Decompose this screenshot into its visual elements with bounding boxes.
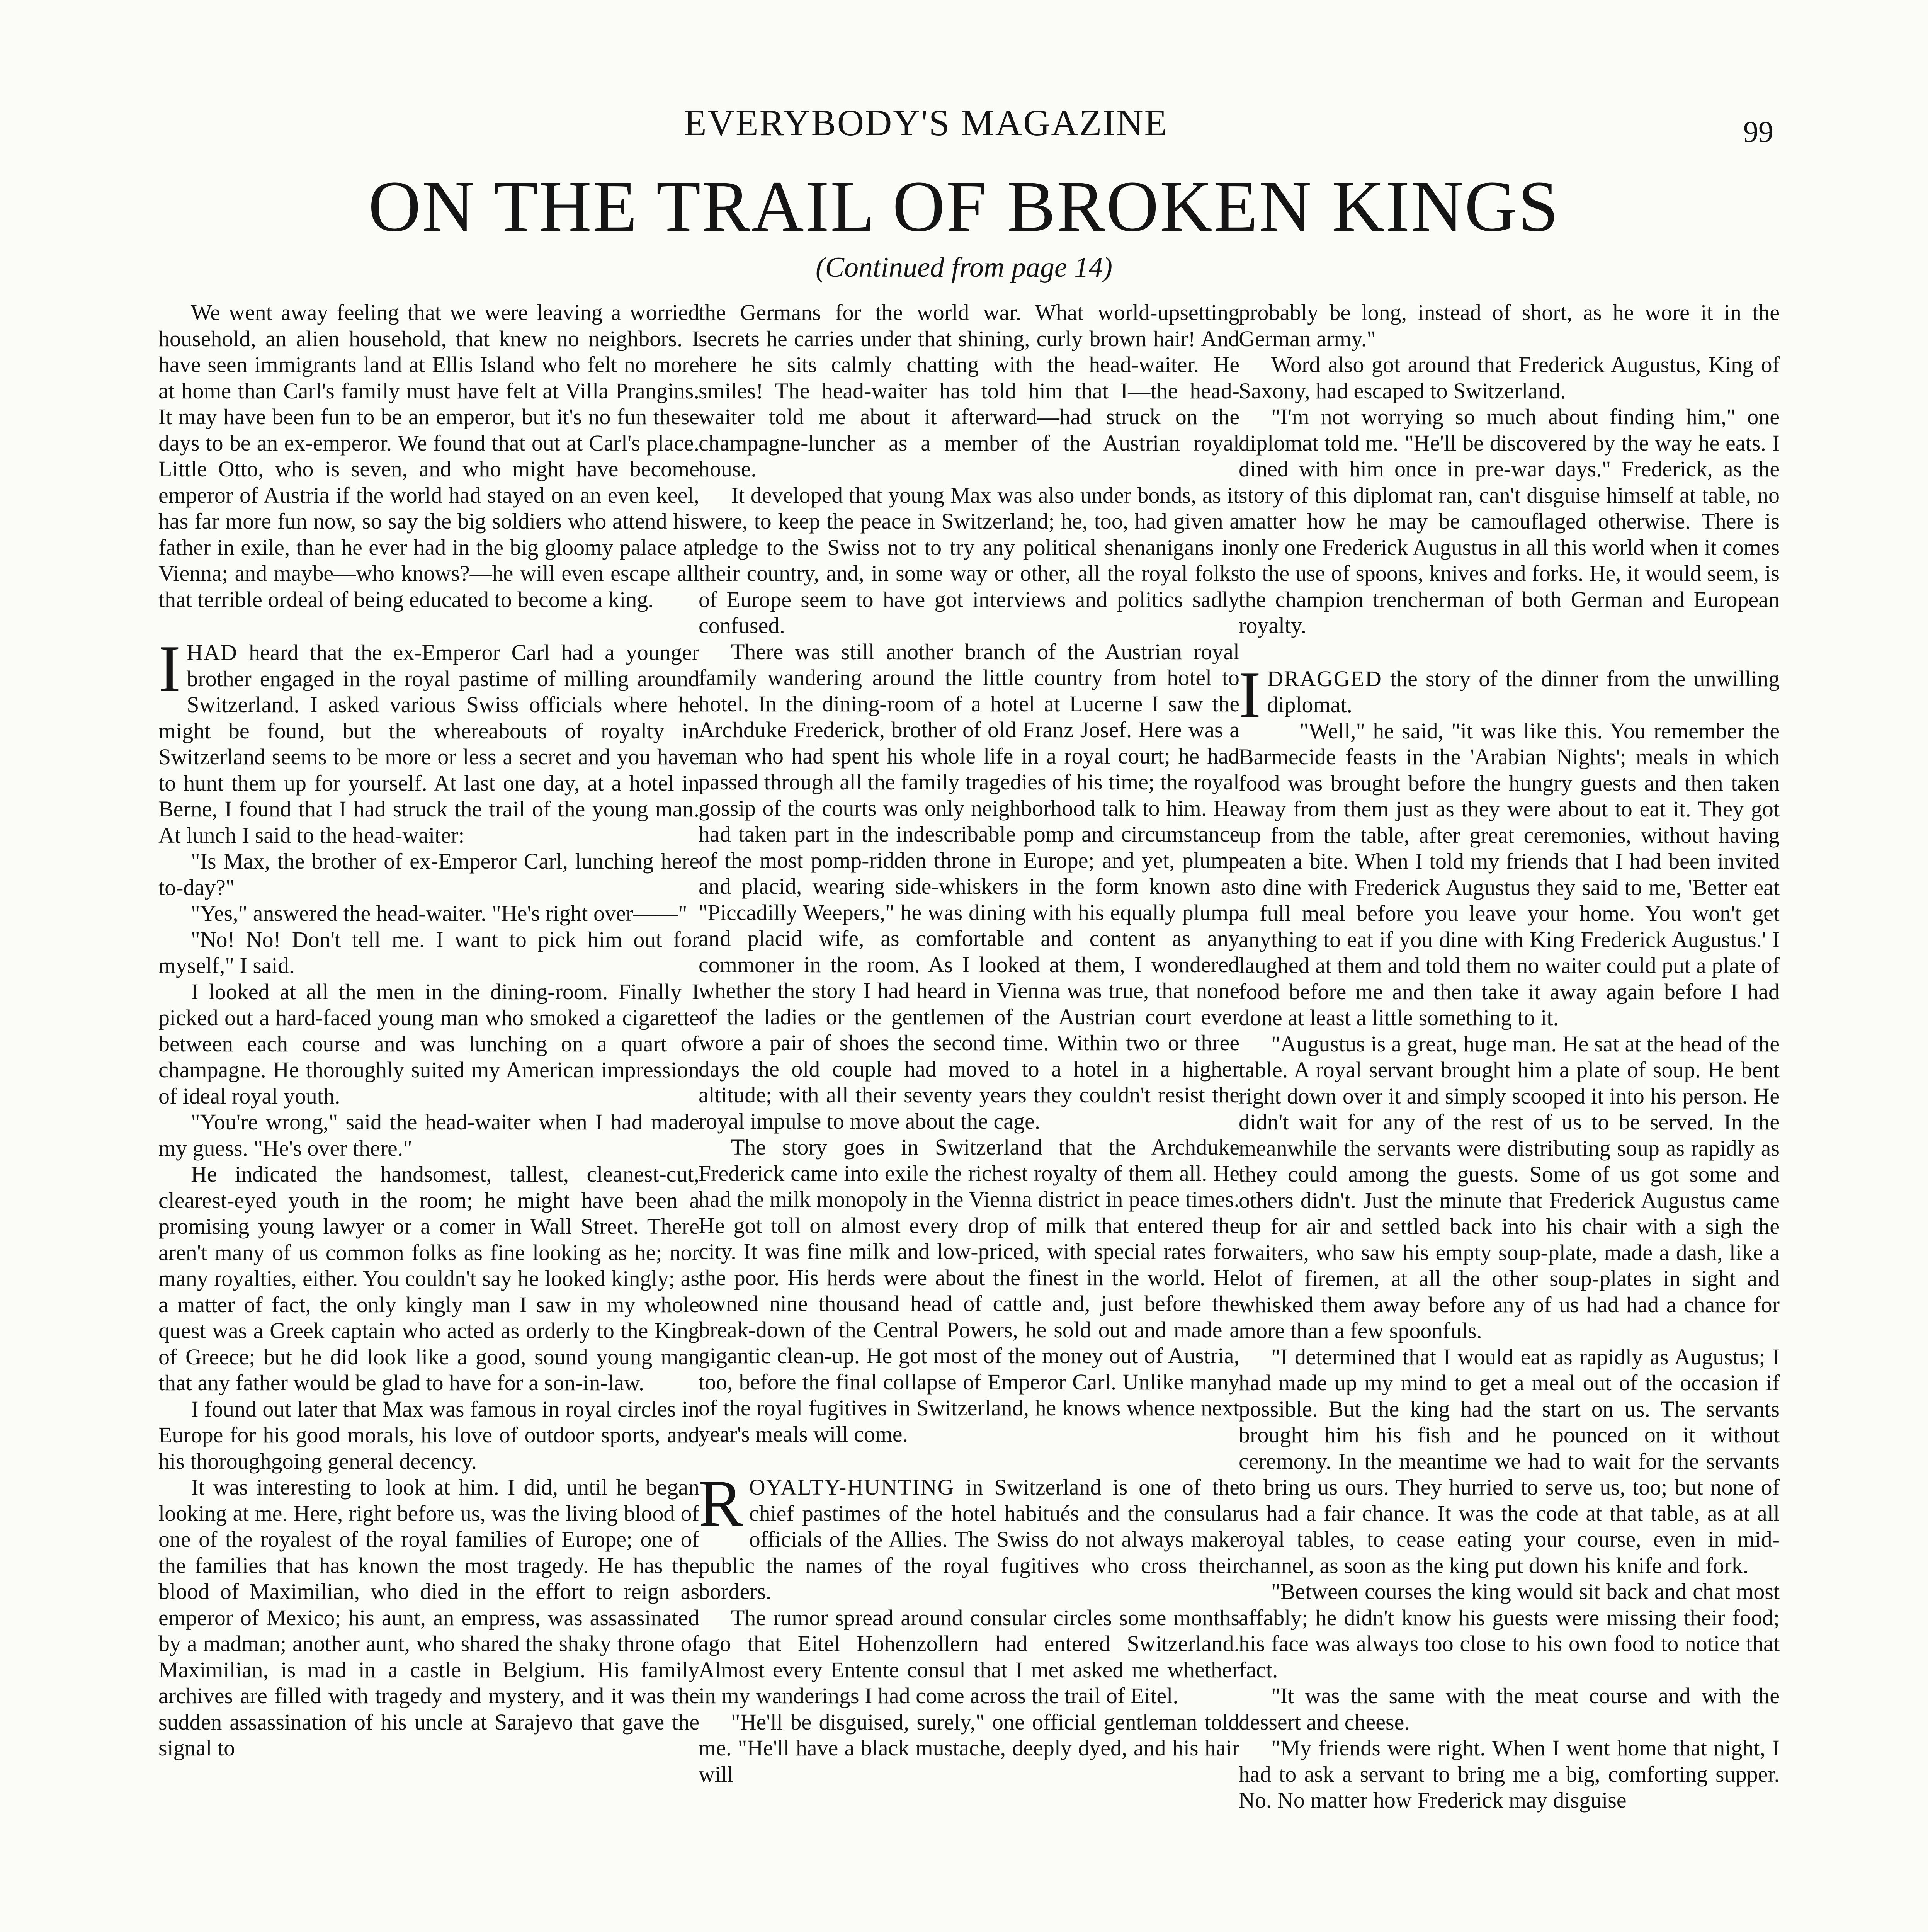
paragraph: "My friends were right. When I went home that night, I had to ask a servant to bring me a big, comforting supper. No. No matter how Frederick may disguise xyxy=(1239,1735,1780,1813)
section-opening-paragraph xyxy=(158,632,699,848)
paragraph: The rumor spread around consular circles some months ago that Eitel Hohenzollern had entered Switzerland. Almost every Entente consul that I met asked me whether in my wanderings I had come across the trail of Eitel. xyxy=(699,1605,1239,1708)
continued-note: (Continued from page 14) xyxy=(815,252,1112,283)
lead-in: DRAGGED xyxy=(1267,666,1382,691)
paragraph-text: heard that the ex-Emperor Carl had a younger brother engaged in the royal pastime of milling around Switzerland. I asked various Swiss officials where he might be found, but the whereabouts of royalty in Switzerland seems to be more or less a secret and you have to hunt them up for yourself. At last one day, at a hotel in Berne, I found that I had struck the trail of the young man. At lunch I said to the head-waiter: xyxy=(158,640,699,848)
text-column-1 xyxy=(158,299,699,1761)
page-number: 99 xyxy=(1743,115,1773,148)
paragraph: I looked at all the men in the dining-room. Finally I picked out a hard-faced young man who smoked a cigarette between each course and was lunching on a quart of champagne. He thoroughly suited my American impression of ideal royal youth. xyxy=(158,979,699,1109)
paragraph: "No! No! Don't tell me. I want to pick him out for myself," I said. xyxy=(158,927,699,978)
paragraph: He indicated the handsomest, tallest, cleanest-cut, clearest-eyed youth in the room; he might have been a promising young lawyer or a comer in Wall Street. There aren't many of us common folks as fine looking as he; nor many royalties, either. You couldn't say he looked kingly; as a matter of fact, the only kingly man I saw in my whole quest was a Greek captain who acted as orderly to the King of Greece; but he did look like a good, sound young man that any father would be glad to have for a son-in-law. xyxy=(158,1162,699,1395)
lead-in: OYALTY-HUNTING xyxy=(749,1475,955,1500)
lead-in: HAD xyxy=(187,640,238,665)
paragraph: "Between courses the king would sit back and chat most affably; he didn't know his guests were missing their food; his face was always too close to his own food to notice that fact. xyxy=(1239,1579,1780,1682)
paragraph: "I determined that I would eat as rapidly as Augustus; I had made up my mind to get a meal out of the occasion if possible. But the king had the start on us. The servants brought him his fish and he pounced on it without ceremony. In the meantime we had to wait for the servants to bring us ours. They hurried to serve us, too; but none of us had a fair chance. It was the code at that table, as at all royal tables, to cease eating your course, even in mid-channel, as soon as the king put down his knife and fork. xyxy=(1239,1344,1780,1578)
paragraph: probably be long, instead of short, as he wore it in the German army." xyxy=(1239,300,1780,351)
paragraph: the Germans for the world war. What world-upsetting secrets he carries under that shining, curly brown hair! And here he sits calmly chatting with the head-waiter. He smiles! The head-waiter has told him that I—the head-waiter told me about it afterward—had struck on the champagne-luncher as a member of the Austrian royal house. xyxy=(699,300,1239,481)
section-opening-paragraph xyxy=(1239,658,1780,732)
paragraph: The story goes in Switzerland that the Archduke Frederick came into exile the richest royalty of them all. He had the milk monopoly in the Vienna district in peace times. He got toll on almost every drop of milk that entered the city. It was fine milk and low-priced, with special rates for the poor. His herds were about the finest in the world. He owned nine thousand head of cattle and, just before the break-down of the Central Powers, he sold out and made a gigantic clean-up. He got most of the money out of Austria, too, before the final collapse of Emperor Carl. Unlike many of the royal fugitives in Switzerland, he knows whence next year's meals will come. xyxy=(699,1134,1239,1447)
drop-cap: I xyxy=(158,632,181,706)
paragraph: "You're wrong," said the head-waiter when I had made my guess. "He's over there." xyxy=(158,1109,699,1161)
paragraph: Word also got around that Frederick Augustus, King of Saxony, had escaped to Switzerland. xyxy=(1239,352,1780,403)
paragraph: "Is Max, the brother of ex-Emperor Carl, lunching here to-day?" xyxy=(158,849,699,900)
drop-cap: I xyxy=(1239,658,1261,732)
magazine-masthead: EVERYBODY'S MAGAZINE xyxy=(684,102,1168,143)
paragraph-text: the story of the dinner from the unwilling diplomat. xyxy=(1267,666,1780,717)
paragraph: "Augustus is a great, huge man. He sat at the head of the table. A royal servant brought him a plate of soup. He bent right down over it and simply scooped it into his person. He didn't wait for any of the rest of us to be served. In the meanwhile the servants were distributing soup as rapidly as they could among the guests. Some of us got some and others didn't. Just the minute that Frederick Augustus came up for air and settled back into his chair with a sigh the waiters, who saw his empty soup-plate, made a dash, like a lot of firemen, at all the other soup-plates in sight and whisked them away before any of us had had a chance for more than a few spoonfuls. xyxy=(1239,1031,1780,1343)
text-column-3 xyxy=(1239,299,1780,1813)
section-opening-paragraph xyxy=(699,1467,1239,1605)
paragraph: It was interesting to look at him. I did, until he began looking at me. Here, right before us, was the living blood of one of the royalest of the royal families of Europe; one of the families that has known the most tragedy. He has the blood of Maximilian, who died in the effort to reign as emperor of Mexico; his aunt, an empress, was assassinated by a madman; another aunt, who shared the shaky throne of Maximilian, is mad in a castle in Belgium. His family archives are filled with tragedy and mystery, and it was the sudden assassination of his uncle at Sarajevo that gave the signal to xyxy=(158,1475,699,1760)
drop-cap: R xyxy=(699,1467,743,1540)
paragraph: It developed that young Max was also under bonds, as it were, to keep the peace in Switzerland; he, too, had given a pledge to the Swiss not to try any political shenanigans in their country, and, in some way or other, all the royal folks of Europe seem to have got interviews and politics sadly confused. xyxy=(699,482,1239,638)
text-column-2 xyxy=(699,299,1239,1787)
paragraph: We went away feeling that we were leaving a worried household, an alien household, that knew no neighbors. I have seen immigrants land at Ellis Island who felt no more at home than Carl's family must have felt at Villa Prangins. It may have been fun to be an emperor, but it's no fun these days to be an ex-emperor. We found that out at Carl's place. Little Otto, who is seven, and who might have become emperor of Austria if the world had stayed on an even keel, has far more fun now, so say the big soldiers who attend his father in exile, than he ever had in the big gloomy palace at Vienna; and maybe—who knows?—he will even escape all that terrible ordeal of being educated to become a king. xyxy=(158,300,699,612)
paragraph: There was still another branch of the Austrian royal family wandering around the little country from hotel to hotel. In the dining-room of a hotel at Lucerne I saw the Archduke Frederick, brother of old Franz Josef. Here was a man who had spent his whole life in a royal court; he had passed through all the family tragedies of his time; the royal gossip of the courts was only neighborhood talk to him. He had taken part in the indescribable pomp and circumstance of the most pomp-ridden throne in Europe; and yet, plump and placid, wearing side-whiskers in the form known as "Piccadilly Weepers," he was dining with his equally plump and placid wife, as comfortable and content as any commoner in the room. As I looked at them, I wondered whether the story I had heard in Vienna was true, that none of the ladies or the gentlemen of the Austrian court ever wore a pair of shoes the second time. Within two or three days the old couple had moved to a hotel in a higher altitude; with all their seventy years they couldn't resist the royal impulse to move about the cage. xyxy=(699,639,1239,1134)
paragraph: "I'm not worrying so much about finding him," one diplomat told me. "He'll be discovered by the way he eats. I dined with him once in pre-war days." Frederick, as the story of this diplomat ran, can't disguise himself at table, no matter how he may be camouflaged otherwise. There is only one Frederick Augustus in all this world when it comes to the use of spoons, knives and forks. He, it would seem, is the champion trencherman of both German and European royalty. xyxy=(1239,404,1780,638)
paragraph-text: in Switzerland is one of the chief pastimes of the hotel habitués and the consular officials of the Allies. The Swiss do not always make public the names of the royal fugitives who cross their borders. xyxy=(699,1475,1239,1604)
paragraph: "It was the same with the meat course and with the dessert and cheese. xyxy=(1239,1683,1780,1735)
paragraph: "Well," he said, "it was like this. You remember the Barmecide feasts in the 'Arabian Nights'; meals in which food was brought before the hungry guests and then taken away from them just as they were about to eat it. They got up from the table, after great ceremonies, without having eaten a bite. When I told my friends that I had been invited to dine with Frederick Augustus they said to me, 'Better eat a full meal before you leave your home. You won't get anything to eat if you dine with King Frederick Augustus.' I laughed at them and told them no waiter could put a plate of food before me and then take it away again before I had done at least a little something to it. xyxy=(1239,718,1780,1030)
paragraph: "He'll be disguised, surely," one official gentleman told me. "He'll have a black mustache, deeply dyed, and his hair will xyxy=(699,1709,1239,1787)
article-title: ON THE TRAIL OF BROKEN KINGS xyxy=(368,166,1560,247)
paragraph: I found out later that Max was famous in royal circles in Europe for his good morals, his love of outdoor sports, and his thoroughgoing general decency. xyxy=(158,1396,699,1474)
paragraph: "Yes," answered the head-waiter. "He's right over——" xyxy=(191,901,687,926)
